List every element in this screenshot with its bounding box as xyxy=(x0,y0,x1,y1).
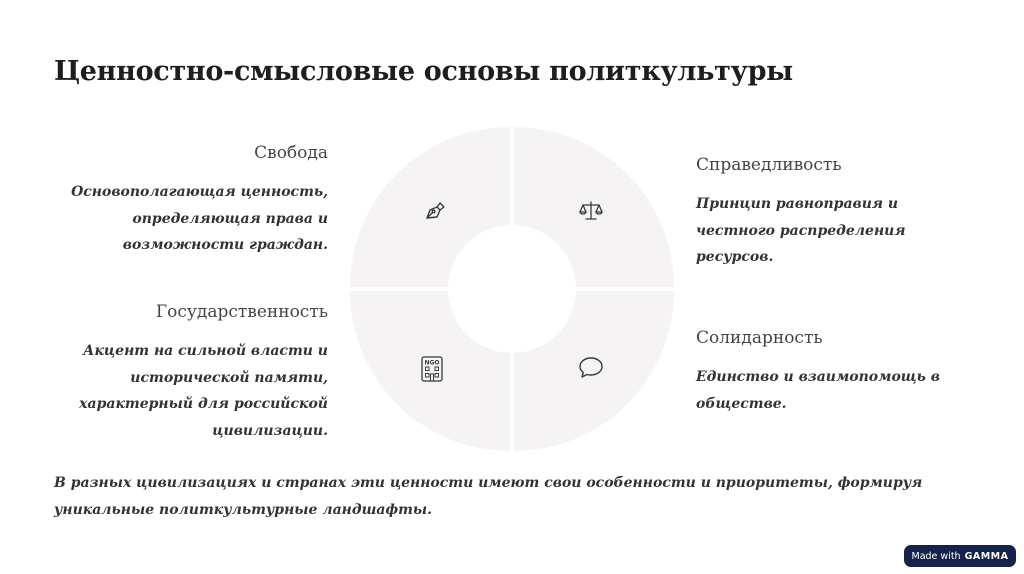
description-line: обществе. xyxy=(696,395,787,412)
ngo-icon-label: NGO xyxy=(424,359,440,367)
value-description xyxy=(60,179,328,259)
footer-line: уникальные политкультурные ландшафты. xyxy=(54,501,433,518)
description-line: возможности граждан. xyxy=(122,237,328,253)
description-line: Принцип равноправия и xyxy=(696,196,899,212)
value-description xyxy=(60,338,328,444)
footer-line: В разных цивилизациях и странах эти ценности имеют свои особенности и приоритеты, формируя xyxy=(54,475,923,491)
footer-note xyxy=(54,470,954,523)
value-heading: Государственность xyxy=(155,302,328,322)
page-title: Ценностно-смысловые основы политкультуры xyxy=(54,56,793,87)
segment-statehood xyxy=(350,291,510,451)
value-solidarity xyxy=(696,328,956,417)
description-line: характерный для российской xyxy=(79,396,328,412)
description-line: Основополагающая ценность, xyxy=(71,184,328,200)
segment-justice xyxy=(514,127,674,287)
description-line: определяющая права и xyxy=(132,210,328,227)
value-heading: Солидарность xyxy=(696,328,823,348)
description-line: Акцент на сильной власти и xyxy=(83,343,328,359)
value-heading: Свобода xyxy=(254,143,328,163)
badge-prefix: Made with xyxy=(911,550,961,562)
description-line: ресурсов. xyxy=(696,249,774,265)
description-line: исторической памяти, xyxy=(130,369,328,386)
value-description xyxy=(696,364,956,417)
value-description xyxy=(696,191,956,271)
segment-freedom xyxy=(350,127,510,287)
value-statehood xyxy=(60,302,328,444)
value-freedom xyxy=(60,143,328,259)
value-justice xyxy=(696,155,956,271)
value-heading: Справедливость xyxy=(696,155,842,175)
segment-solidarity xyxy=(514,291,674,451)
description-line: честного распределения xyxy=(696,222,906,239)
made-with-gamma-badge[interactable] xyxy=(904,545,1016,567)
description-line: цивилизации. xyxy=(212,422,328,439)
description-line: Единство и взаимопомощь в xyxy=(696,369,940,385)
values-cycle-diagram xyxy=(350,127,674,451)
gamma-logo-text: GAMMA xyxy=(964,550,1009,562)
